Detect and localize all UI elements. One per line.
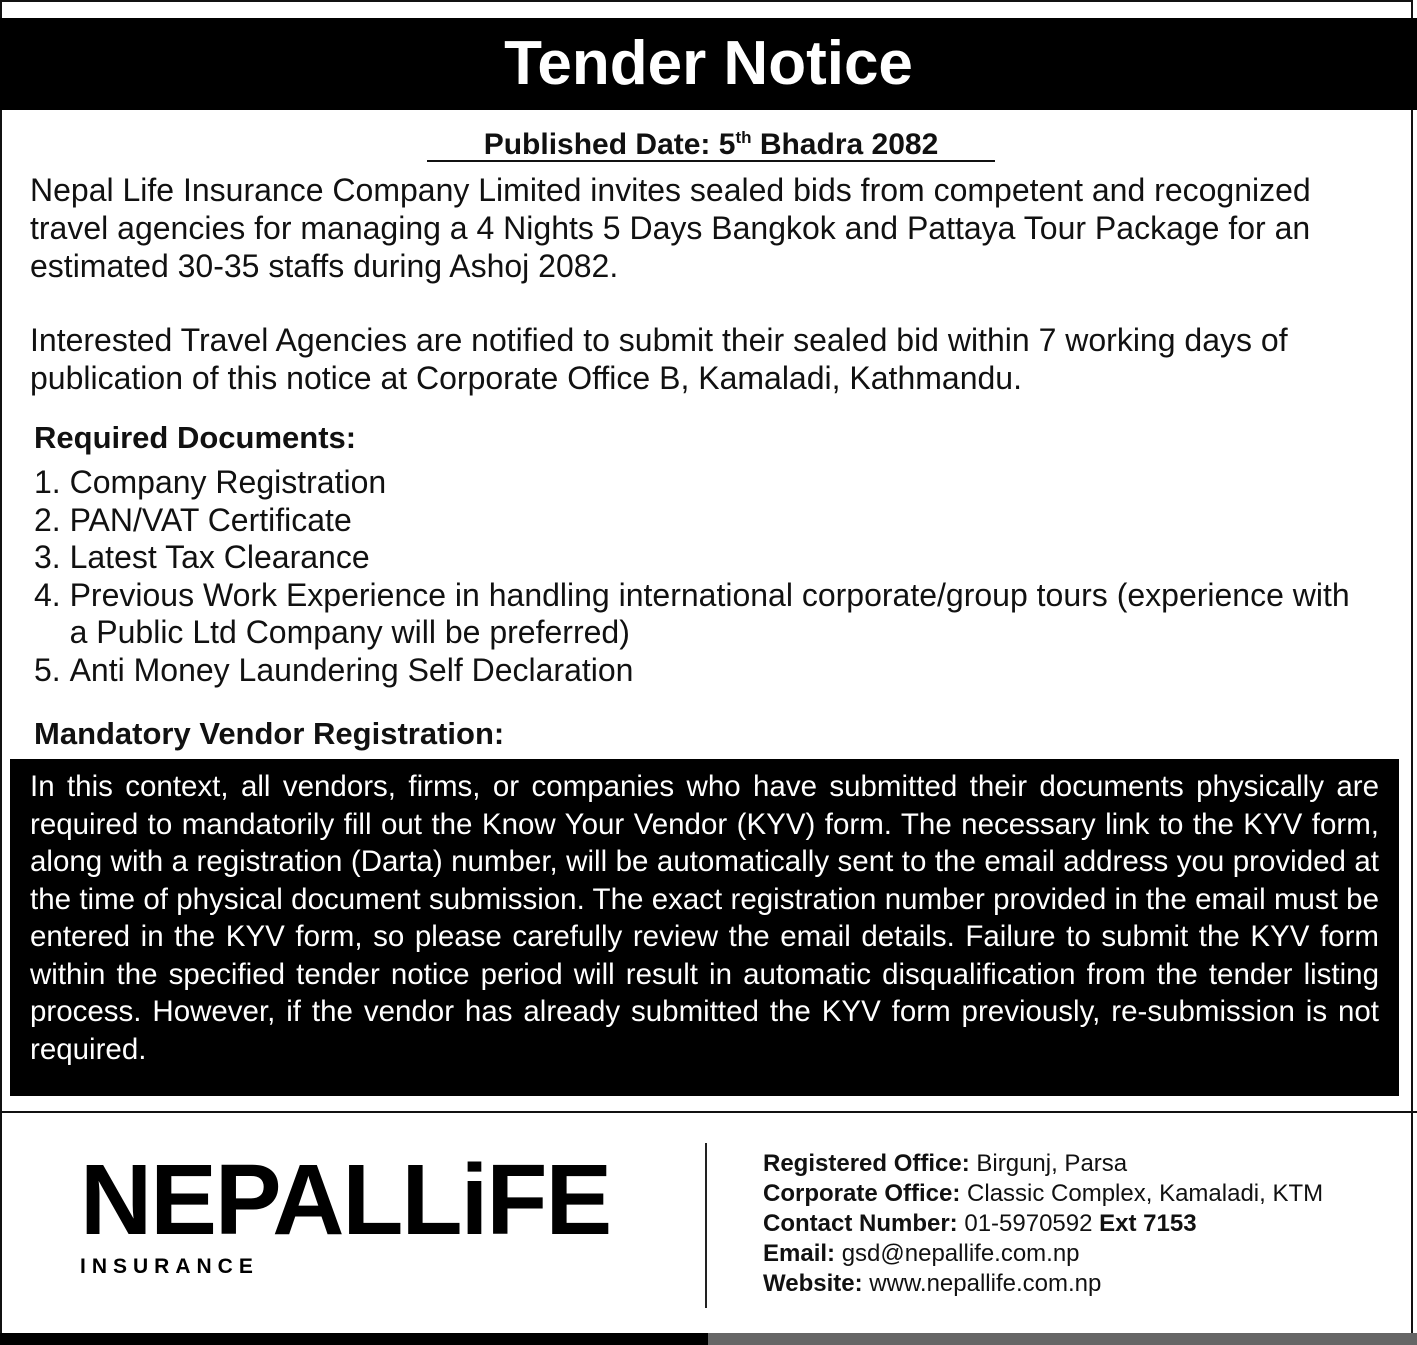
list-item <box>34 652 1374 690</box>
footer-vertical-divider <box>705 1143 707 1308</box>
kyv-notice-box <box>10 759 1399 1096</box>
registered-office-label: Registered Office: <box>763 1150 970 1177</box>
published-date-suffix: Bhadra 2082 <box>751 128 939 161</box>
intro-paragraph: Nepal Life Insurance Company Limited invites sealed bids from competent and recognized travel agencies for managing a 4 Nights 5 Days Bangkok and Pattaya Tour Package for an estimated 30-35 staffs during Ashoj 2082. <box>30 172 1311 284</box>
published-date-prefix: Published Date: 5 <box>483 128 736 161</box>
email-label: Email: <box>763 1240 836 1267</box>
website-label: Website: <box>763 1270 863 1297</box>
list-item <box>34 502 1374 540</box>
contact-number-value: 01-5970592 <box>957 1210 1100 1237</box>
contact-extension: Ext 7153 <box>1099 1210 1197 1237</box>
registered-office-row <box>763 1149 1403 1179</box>
email-row <box>763 1239 1403 1269</box>
footer-bar-dark <box>0 1333 708 1345</box>
website-row <box>763 1269 1403 1299</box>
list-item-number: 5. <box>34 651 70 688</box>
kyv-notice-text: In this context, all vendors, firms, or companies who have submitted their documents physically are required to mandatorily fill out the Know Your Vendor (KYV) form. The necessary link to the KYV form, along with a registration (Darta) number, will be automatically sent to the email address you provided at the time of physical document submission. The exact registration number provided in the email must be entered in the KYV form, so please carefully review the email details. Failure to submit the KYV form within the specified tender notice period will result in automatic disqualification from the tender listing process. However, if the vendor has already submitted the KYV form previously, re-submission is not required. <box>30 770 1379 1066</box>
list-item-number: 1. <box>34 464 70 500</box>
list-item-text: PAN/VAT Certificate <box>69 501 352 538</box>
list-item <box>34 577 1374 652</box>
registered-office-value: Birgunj, Parsa <box>969 1150 1128 1177</box>
corporate-office-value: Classic Complex, Kamaladi, KTM <box>960 1180 1324 1207</box>
vendor-registration-heading: Mandatory Vendor Registration: <box>34 716 505 751</box>
list-item-text: Company Registration <box>69 464 387 500</box>
page-title: Tender Notice <box>0 18 1417 110</box>
email-value: gsd@nepallife.com.np <box>835 1240 1080 1267</box>
list-item <box>34 539 1374 577</box>
contact-number-label: Contact Number: <box>763 1210 958 1237</box>
contact-details <box>763 1149 1403 1299</box>
published-date-ordinal: th <box>735 128 752 147</box>
list-item-number: 3. <box>34 539 70 575</box>
list-item-text: Previous Work Experience in handling international corporate/group tours (experience with a Public Ltd Company will be preferred) <box>69 576 1350 650</box>
list-item <box>34 464 1374 502</box>
list-item-text: Latest Tax Clearance <box>69 539 370 575</box>
footer-divider <box>0 1111 1417 1113</box>
list-item-number: 2. <box>34 501 70 538</box>
list-item-number: 4. <box>34 576 70 613</box>
submission-paragraph: Interested Travel Agencies are notified to submit their sealed bid within 7 working days of publication of this notice at Corporate Office B, Kamaladi, Kathmandu. <box>30 322 1288 396</box>
list-item-text: Anti Money Laundering Self Declaration <box>69 651 634 688</box>
contact-number-row <box>763 1209 1403 1239</box>
published-date <box>427 118 995 162</box>
nepal-life-logo: NEPALLiFE <box>80 1144 611 1256</box>
corporate-office-label: Corporate Office: <box>763 1180 961 1207</box>
required-documents-heading: Required Documents: <box>34 420 357 455</box>
corporate-office-row <box>763 1179 1403 1209</box>
footer-bar-grey <box>708 1333 1417 1345</box>
required-documents-list <box>34 464 1374 689</box>
website-value: www.nepallife.com.np <box>862 1270 1102 1297</box>
logo-subtitle: INSURANCE <box>80 1255 259 1278</box>
